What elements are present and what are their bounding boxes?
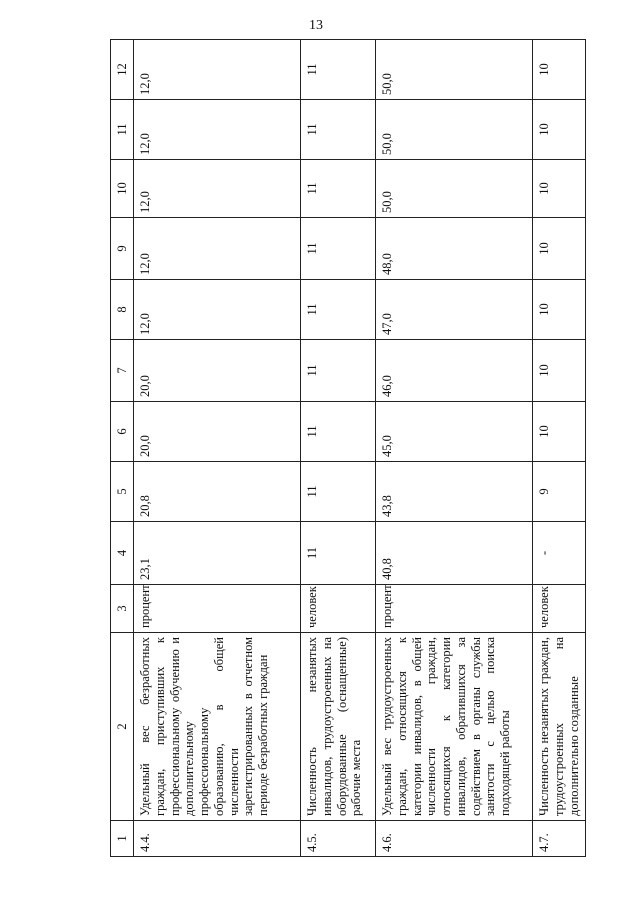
row-value: 11 — [301, 402, 376, 462]
row-value: 10 — [533, 160, 586, 218]
row-value: 20,0 — [134, 340, 301, 402]
row-number: 4.7. — [533, 821, 586, 857]
row-unit: человек — [301, 585, 376, 633]
rotated-table-container — [110, 40, 581, 857]
row-value: 9 — [533, 462, 586, 522]
table-row — [533, 40, 586, 857]
row-value: 43,8 — [376, 462, 533, 522]
row-value: 11 — [301, 100, 376, 160]
table-row — [134, 40, 301, 857]
row-number: 4.4. — [134, 821, 301, 857]
row-description: Удельный вес безработных граждан, приступивших к профессиональному обучению и дополнительному профессиональному образованию, в общей численности зарегистрированных в отчетном периоде безработных граждан — [134, 633, 301, 821]
row-value: 50,0 — [376, 40, 533, 100]
header-cell: 9 — [111, 218, 134, 280]
row-description: Удельный вес трудоустроенных граждан, относящихся к категории инвалидов, в общей численности граждан, относящихся к категории инвалидов, обратившихся за содействием в органы службы занятости с целью поиска подходящей работы — [376, 633, 533, 821]
header-cell: 7 — [111, 340, 134, 402]
row-value: - — [533, 522, 586, 585]
table-row — [301, 40, 376, 857]
row-value: 11 — [301, 462, 376, 522]
row-number: 4.6. — [376, 821, 533, 857]
row-value: 12,0 — [134, 160, 301, 218]
header-row — [111, 40, 134, 857]
row-value: 12,0 — [134, 218, 301, 280]
header-cell: 11 — [111, 100, 134, 160]
row-value: 10 — [533, 218, 586, 280]
row-value: 11 — [301, 218, 376, 280]
row-value: 23,1 — [134, 522, 301, 585]
header-cell: 4 — [111, 522, 134, 585]
row-value: 11 — [301, 40, 376, 100]
row-value: 10 — [533, 280, 586, 340]
header-cell: 2 — [111, 633, 134, 821]
page-number: 13 — [309, 18, 323, 33]
row-value: 10 — [533, 340, 586, 402]
row-value: 12,0 — [134, 100, 301, 160]
row-value: 12,0 — [134, 40, 301, 100]
row-unit: процент — [376, 585, 533, 633]
row-value: 10 — [533, 40, 586, 100]
table-row — [376, 40, 533, 857]
row-value: 46,0 — [376, 340, 533, 402]
header-cell: 5 — [111, 462, 134, 522]
row-description: Численность незанятых граждан, трудоустроенных на дополнительно созданные — [533, 633, 586, 821]
row-value: 48,0 — [376, 218, 533, 280]
row-value: 50,0 — [376, 160, 533, 218]
row-value: 47,0 — [376, 280, 533, 340]
row-value: 10 — [533, 100, 586, 160]
header-cell: 8 — [111, 280, 134, 340]
header-cell: 10 — [111, 160, 134, 218]
row-description: Численность незанятых инвалидов, трудоустроенных на оборудованные (оснащенные) рабочие места — [301, 633, 376, 821]
row-value: 50,0 — [376, 100, 533, 160]
row-unit: человек — [533, 585, 586, 633]
row-value: 10 — [533, 402, 586, 462]
header-cell: 3 — [111, 585, 134, 633]
row-value: 12,0 — [134, 280, 301, 340]
row-value: 20,0 — [134, 402, 301, 462]
header-cell: 1 — [111, 821, 134, 857]
row-value: 11 — [301, 522, 376, 585]
row-value: 45,0 — [376, 402, 533, 462]
row-value: 11 — [301, 160, 376, 218]
row-value: 11 — [301, 340, 376, 402]
row-value: 11 — [301, 280, 376, 340]
row-number: 4.5. — [301, 821, 376, 857]
row-value: 40,8 — [376, 522, 533, 585]
header-cell: 12 — [111, 40, 134, 100]
row-value: 20,8 — [134, 462, 301, 522]
indicators-table — [110, 39, 586, 857]
row-unit: процент — [134, 585, 301, 633]
header-cell: 6 — [111, 402, 134, 462]
